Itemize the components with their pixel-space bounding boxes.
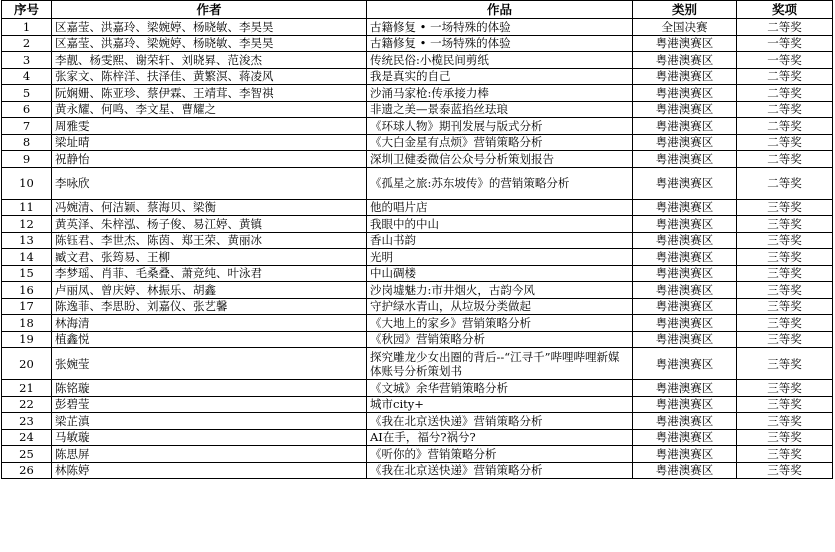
row-work: 沙涌马家枪:传承接力棒 bbox=[367, 85, 633, 102]
row-award: 一等奖 bbox=[737, 52, 833, 69]
row-number: 13 bbox=[2, 232, 52, 249]
row-number: 5 bbox=[2, 85, 52, 102]
row-award: 三等奖 bbox=[737, 298, 833, 315]
row-award: 二等奖 bbox=[737, 134, 833, 151]
row-number: 21 bbox=[2, 380, 52, 397]
row-category: 全国决赛 bbox=[633, 19, 737, 36]
row-number: 18 bbox=[2, 315, 52, 332]
table-row bbox=[2, 199, 833, 216]
table-row bbox=[2, 396, 833, 413]
table-row bbox=[2, 19, 833, 36]
row-category: 粤港澳赛区 bbox=[633, 298, 737, 315]
row-award: 二等奖 bbox=[737, 167, 833, 199]
row-number: 8 bbox=[2, 134, 52, 151]
row-category: 粤港澳赛区 bbox=[633, 134, 737, 151]
header-row bbox=[2, 1, 833, 19]
row-number: 26 bbox=[2, 462, 52, 479]
row-award: 三等奖 bbox=[737, 348, 833, 380]
row-number: 14 bbox=[2, 249, 52, 266]
table-row bbox=[2, 216, 833, 233]
row-authors: 阮娴姗、陈亚珍、蔡伊霖、王靖茸、李智祺 bbox=[52, 85, 367, 102]
row-authors: 陈钰君、李世杰、陈茵、郑王荣、黄丽冰 bbox=[52, 232, 367, 249]
row-work: 古籍修复 • 一场特殊的体验 bbox=[367, 35, 633, 52]
row-work: 《大地上的家乡》营销策略分析 bbox=[367, 315, 633, 332]
row-work: 《听你的》营销策略分析 bbox=[367, 446, 633, 463]
row-award: 三等奖 bbox=[737, 429, 833, 446]
row-authors: 陈思屏 bbox=[52, 446, 367, 463]
row-authors: 张婉莹 bbox=[52, 348, 367, 380]
row-authors: 陈铭璇 bbox=[52, 380, 367, 397]
row-category: 粤港澳赛区 bbox=[633, 118, 737, 135]
row-category: 粤港澳赛区 bbox=[633, 446, 737, 463]
header-category: 类别 bbox=[633, 1, 737, 19]
row-category: 粤港澳赛区 bbox=[633, 462, 737, 479]
table-row bbox=[2, 101, 833, 118]
row-work: 《我在北京送快递》营销策略分析 bbox=[367, 413, 633, 430]
row-award: 二等奖 bbox=[737, 101, 833, 118]
row-category: 粤港澳赛区 bbox=[633, 52, 737, 69]
row-authors: 李咏欣 bbox=[52, 167, 367, 199]
row-category: 粤港澳赛区 bbox=[633, 348, 737, 380]
row-work: 非遗之美—景泰蓝掐丝珐琅 bbox=[367, 101, 633, 118]
row-number: 6 bbox=[2, 101, 52, 118]
row-category: 粤港澳赛区 bbox=[633, 232, 737, 249]
row-number: 15 bbox=[2, 265, 52, 282]
row-number: 4 bbox=[2, 68, 52, 85]
row-authors: 马敏璇 bbox=[52, 429, 367, 446]
row-award: 三等奖 bbox=[737, 199, 833, 216]
row-work: 中山碉楼 bbox=[367, 265, 633, 282]
table-row bbox=[2, 348, 833, 380]
row-work: 《环球人物》期刊发展与版式分析 bbox=[367, 118, 633, 135]
row-authors: 冯婉清、何洁颖、蔡海贝、梁衡 bbox=[52, 199, 367, 216]
row-award: 二等奖 bbox=[737, 68, 833, 85]
row-authors: 林海清 bbox=[52, 315, 367, 332]
row-work: 我是真实的自己 bbox=[367, 68, 633, 85]
row-authors: 植鑫悦 bbox=[52, 331, 367, 348]
table-row bbox=[2, 380, 833, 397]
row-award: 三等奖 bbox=[737, 282, 833, 299]
row-authors: 黄英泽、朱梓泓、杨子俊、易江婷、黄镇 bbox=[52, 216, 367, 233]
row-award: 三等奖 bbox=[737, 265, 833, 282]
table-row bbox=[2, 52, 833, 69]
row-number: 17 bbox=[2, 298, 52, 315]
row-number: 24 bbox=[2, 429, 52, 446]
row-award: 三等奖 bbox=[737, 396, 833, 413]
row-category: 粤港澳赛区 bbox=[633, 85, 737, 102]
table-row bbox=[2, 151, 833, 168]
row-award: 二等奖 bbox=[737, 85, 833, 102]
row-work: 沙岗墟魅力:市井烟火，古韵今风 bbox=[367, 282, 633, 299]
table-row bbox=[2, 446, 833, 463]
row-authors: 彭碧莹 bbox=[52, 396, 367, 413]
table-row bbox=[2, 249, 833, 266]
table-row bbox=[2, 35, 833, 52]
row-work: 探究雕龙少女出圈的背后--“江寻千”哔哩哔哩新媒体账号分析策划书 bbox=[367, 348, 633, 380]
row-category: 粤港澳赛区 bbox=[633, 151, 737, 168]
row-award: 二等奖 bbox=[737, 118, 833, 135]
row-number: 19 bbox=[2, 331, 52, 348]
row-category: 粤港澳赛区 bbox=[633, 265, 737, 282]
row-work: 传统民俗:小榄民间剪纸 bbox=[367, 52, 633, 69]
row-category: 粤港澳赛区 bbox=[633, 380, 737, 397]
row-authors: 梁芷滇 bbox=[52, 413, 367, 430]
row-category: 粤港澳赛区 bbox=[633, 413, 737, 430]
row-authors: 李靓、杨雯熙、谢荣轩、刘晓昪、范浚杰 bbox=[52, 52, 367, 69]
row-category: 粤港澳赛区 bbox=[633, 216, 737, 233]
row-authors: 梁址晴 bbox=[52, 134, 367, 151]
table-row bbox=[2, 232, 833, 249]
row-authors: 周雅雯 bbox=[52, 118, 367, 135]
row-award: 三等奖 bbox=[737, 446, 833, 463]
row-award: 三等奖 bbox=[737, 315, 833, 332]
row-category: 粤港澳赛区 bbox=[633, 167, 737, 199]
row-authors: 区嘉莹、洪嘉玲、梁婉婷、杨晓敏、李昊昊 bbox=[52, 19, 367, 36]
table-row bbox=[2, 315, 833, 332]
row-number: 23 bbox=[2, 413, 52, 430]
table-row bbox=[2, 429, 833, 446]
row-work: 香山书韵 bbox=[367, 232, 633, 249]
row-number: 16 bbox=[2, 282, 52, 299]
row-award: 三等奖 bbox=[737, 331, 833, 348]
row-work: 他的唱片店 bbox=[367, 199, 633, 216]
row-number: 11 bbox=[2, 199, 52, 216]
row-work: 我眼中的中山 bbox=[367, 216, 633, 233]
row-category: 粤港澳赛区 bbox=[633, 331, 737, 348]
table-row bbox=[2, 298, 833, 315]
table-row bbox=[2, 462, 833, 479]
row-number: 12 bbox=[2, 216, 52, 233]
row-award: 三等奖 bbox=[737, 413, 833, 430]
header-no: 序号 bbox=[2, 1, 52, 19]
row-category: 粤港澳赛区 bbox=[633, 249, 737, 266]
row-work: 古籍修复 • 一场特殊的体验 bbox=[367, 19, 633, 36]
header-award: 奖项 bbox=[737, 1, 833, 19]
row-category: 粤港澳赛区 bbox=[633, 35, 737, 52]
row-authors: 张家文、陈梓洋、扶泽佳、黄繁溟、蒋凌风 bbox=[52, 68, 367, 85]
row-authors: 林陈婷 bbox=[52, 462, 367, 479]
row-award: 一等奖 bbox=[737, 35, 833, 52]
row-work: 城市city+ bbox=[367, 396, 633, 413]
row-work: 《文城》余华营销策略分析 bbox=[367, 380, 633, 397]
row-category: 粤港澳赛区 bbox=[633, 101, 737, 118]
row-category: 粤港澳赛区 bbox=[633, 315, 737, 332]
row-category: 粤港澳赛区 bbox=[633, 282, 737, 299]
row-award: 二等奖 bbox=[737, 19, 833, 36]
row-number: 20 bbox=[2, 348, 52, 380]
table-row bbox=[2, 134, 833, 151]
row-number: 1 bbox=[2, 19, 52, 36]
row-number: 25 bbox=[2, 446, 52, 463]
row-number: 3 bbox=[2, 52, 52, 69]
table-row bbox=[2, 85, 833, 102]
table-row bbox=[2, 118, 833, 135]
table-row bbox=[2, 68, 833, 85]
row-work: 守护绿水青山，从垃圾分类做起 bbox=[367, 298, 633, 315]
row-authors: 臧文君、张筠易、王柳 bbox=[52, 249, 367, 266]
row-number: 2 bbox=[2, 35, 52, 52]
header-work: 作品 bbox=[367, 1, 633, 19]
row-work: AI在手，福兮?祸兮? bbox=[367, 429, 633, 446]
row-authors: 李梦瑶、肖菲、毛桑叠、萧竞纯、叶泳君 bbox=[52, 265, 367, 282]
row-number: 22 bbox=[2, 396, 52, 413]
row-award: 三等奖 bbox=[737, 249, 833, 266]
table-row bbox=[2, 331, 833, 348]
row-award: 二等奖 bbox=[737, 151, 833, 168]
row-work: 《孤星之旅:苏东坡传》的营销策略分析 bbox=[367, 167, 633, 199]
table-row bbox=[2, 282, 833, 299]
row-category: 粤港澳赛区 bbox=[633, 429, 737, 446]
row-authors: 卢丽凤、曾庆婷、林振乐、胡鑫 bbox=[52, 282, 367, 299]
row-award: 三等奖 bbox=[737, 216, 833, 233]
row-award: 三等奖 bbox=[737, 462, 833, 479]
row-award: 三等奖 bbox=[737, 232, 833, 249]
header-authors: 作者 bbox=[52, 1, 367, 19]
row-work: 《秋园》营销策略分析 bbox=[367, 331, 633, 348]
table-row bbox=[2, 265, 833, 282]
row-category: 粤港澳赛区 bbox=[633, 68, 737, 85]
row-number: 9 bbox=[2, 151, 52, 168]
row-number: 7 bbox=[2, 118, 52, 135]
row-work: 《大白金星有点烦》营销策略分析 bbox=[367, 134, 633, 151]
row-work: 《我在北京送快递》营销策略分析 bbox=[367, 462, 633, 479]
row-work: 深圳卫健委微信公众号分析策划报告 bbox=[367, 151, 633, 168]
table-row bbox=[2, 413, 833, 430]
row-category: 粤港澳赛区 bbox=[633, 396, 737, 413]
row-authors: 黄永耀、何鸣、李文星、曹耀之 bbox=[52, 101, 367, 118]
row-work: 光明 bbox=[367, 249, 633, 266]
row-award: 三等奖 bbox=[737, 380, 833, 397]
row-category: 粤港澳赛区 bbox=[633, 199, 737, 216]
row-number: 10 bbox=[2, 167, 52, 199]
awards-table bbox=[1, 0, 833, 479]
row-authors: 陈逸菲、李思盼、刘嘉仪、张艺馨 bbox=[52, 298, 367, 315]
row-authors: 区嘉莹、洪嘉玲、梁婉婷、杨晓敏、李昊昊 bbox=[52, 35, 367, 52]
row-authors: 祝静怡 bbox=[52, 151, 367, 168]
table-row bbox=[2, 167, 833, 199]
